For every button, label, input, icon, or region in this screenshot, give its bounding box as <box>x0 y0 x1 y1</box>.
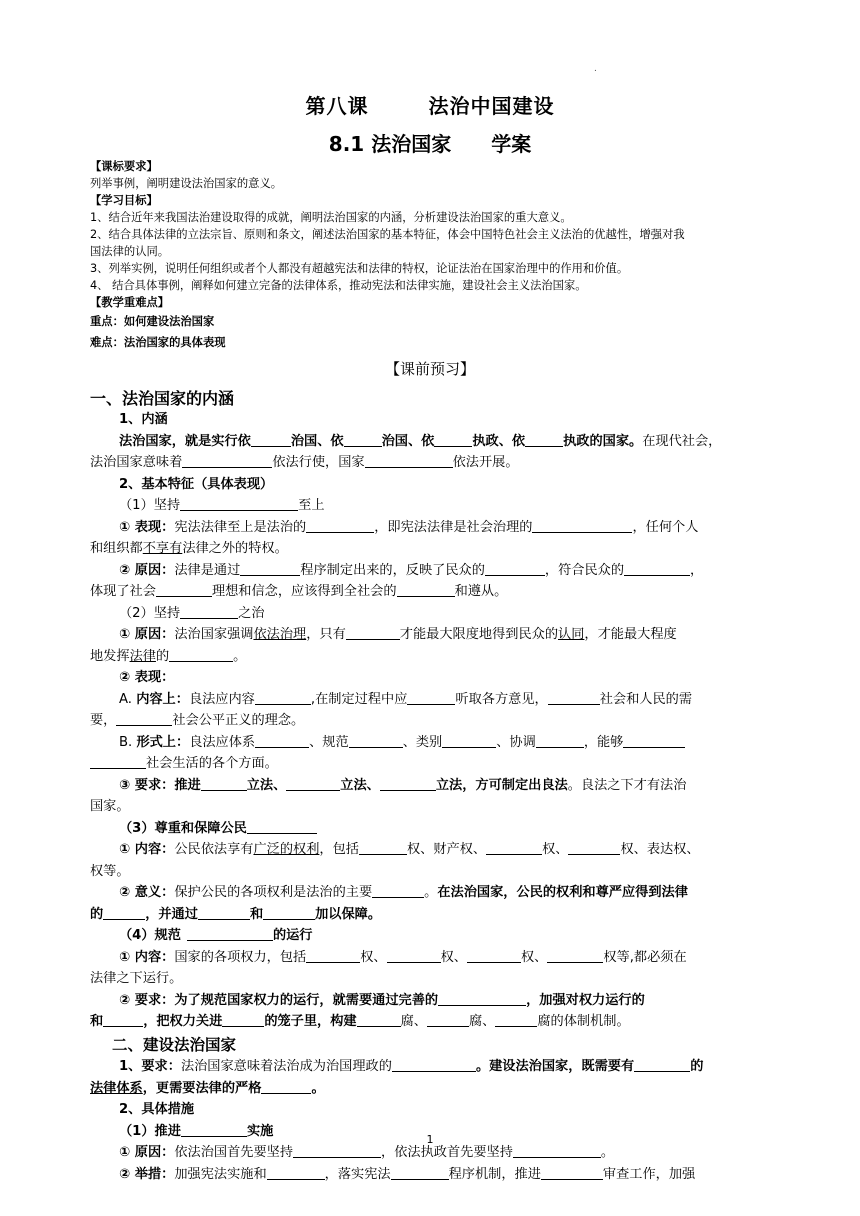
feature-1-point-1-cont: 和组织都不享有法律之外的特权。 <box>90 541 288 556</box>
requirements-text: 列举事例，阐明建设法治国家的意义。 <box>90 177 283 190</box>
feature-2-point-1-cont: 地发挥法律的 。 <box>90 648 247 664</box>
definition-line: 法治国家，就是实行依 治国、依 治国、依 执政、依 执政的国家。在现代社会， <box>119 433 722 449</box>
feature-2-point-3: ③ 要求：推进 立法、 立法、 立法，方可制定出良法。良法之下才有法治 <box>119 777 687 793</box>
feature-1-point-2: ② 原因：法律是通过 程序制定出来的，反映了民众的 ，符合民众的 ， <box>119 562 704 578</box>
feature-1-point-1: ① 表现：宪法法律至上是法治的 ，即宪法法律是社会治理的 ，任何个人 <box>119 519 699 535</box>
sub-heading-2: 2、基本特征（具体表现） <box>119 476 274 492</box>
feature-3-point-2: ② 意义：保护公民的各项权利是法治的主要 。在法治国家，公民的权利和尊严应得到法律 <box>119 885 688 900</box>
feature-2-heading: （2）坚持 之治 <box>119 605 265 621</box>
lesson-name: 法治中国建设 <box>428 94 555 118</box>
feature-4-point-1-cont: 法律之下运行。 <box>90 971 183 986</box>
feature-2-point-3-cont: 国家。 <box>90 799 130 814</box>
measures-heading: 2、具体措施 <box>119 1102 195 1117</box>
lesson-number: 第八课 <box>305 94 369 118</box>
requirements-heading: 【课标要求】 <box>90 160 158 173</box>
definition-line-2: 法治国家意味着 依法行使，国家 依法开展。 <box>90 455 519 470</box>
feature-4-point-1: ① 内容：国家的各项权力，包括 权、 权、 权、 权等,都必须在 <box>119 949 687 965</box>
feature-4-point-2-cont: 和 ，把权力关进 的笼子里，构建 腐、 腐、 腐的体制机制。 <box>90 1014 630 1029</box>
feature-1-point-2-cont: 体现了社会 理想和信念，应该得到全社会的 和遵从。 <box>90 584 508 599</box>
sec1-body <box>90 409 774 1185</box>
goal-4: 4、 结合具体事例，阐释如何建立完备的法律体系，推动宪法和法律实施，建设社会主义法治国家。 <box>90 279 587 292</box>
header-dot: . <box>594 64 597 74</box>
goal-2b: 国法律的认同。 <box>90 245 170 258</box>
section-name: 8.1 法治国家 <box>328 132 452 156</box>
lesson-title <box>0 90 860 119</box>
goal-1: 1、结合近年来我国法治建设取得的成就，阐明法治国家的内涵，分析建设法治国家的重大意义。 <box>90 211 572 224</box>
heading-sec2: 二、建设法治国家 <box>112 1035 237 1054</box>
requirement-line-cont: 法律体系，更需要法律的严格 。 <box>90 1080 325 1096</box>
feature-2-form: B. 形式上：良法应体系 、规范 、类别 、协调 ，能够 <box>90 732 774 754</box>
goal-3: 3、列举实例，说明任何组织或者个人都没有超越宪法和法律的特权，论证法治在国家治理中的作用和价值。 <box>90 262 629 275</box>
goal-2a: 2、结合具体法律的立法宗旨、原则和条文，阐述法治国家的基本特征，体会中国特色社会主义法治的优越性，增强对我 <box>90 228 685 241</box>
feature-3-point-2-cont: 的 ，并通过 和 加以保障。 <box>90 906 382 922</box>
feature-2-content-cont: 要， 社会公平正义的理念。 <box>90 713 305 728</box>
feature-1-heading: （1）坚持 至上 <box>119 498 325 513</box>
requirement-line: 1、要求：法治国家意味着法治成为治国理政的 。建设法治国家，既需要有 的 <box>119 1059 704 1074</box>
measure-1-point-1: ① 原因：依法治国首先要坚持 ，依法执政首先要坚持 。 <box>119 1145 615 1160</box>
heading-sec1: 一、法治国家的内涵 <box>90 389 235 408</box>
measure-1-heading: （1）推进 实施 <box>119 1123 274 1139</box>
feature-2-point-2: ② 表现： <box>119 670 175 685</box>
key-point: 重点：如何建设法治国家 <box>90 315 215 328</box>
intro-block <box>90 158 780 351</box>
measure-1-point-2: ② 举措：加强宪法实施和 ，落实宪法 程序机制，推进 审查工作，加强 <box>119 1166 696 1182</box>
sub-heading-1: 1、内涵 <box>119 412 168 427</box>
doc-type: 学案 <box>491 132 532 156</box>
key-points-heading: 【教学重难点】 <box>90 296 170 309</box>
feature-3-point-1: ① 内容：公民依法享有广泛的权利，包括 权、财产权、 权、 权、表达权、 <box>119 842 700 857</box>
feature-2-content: A. 内容上：良法应内容 ,在制定过程中应 听取各方意见， 社会和人民的需 <box>119 691 693 707</box>
section-title <box>0 128 860 157</box>
feature-2-form-cont: 社会生活的各个方面。 <box>90 753 774 775</box>
goals-heading: 【学习目标】 <box>90 194 158 207</box>
page-number: 1 <box>426 1133 434 1146</box>
difficulty-point: 难点：法治国家的具体表现 <box>90 336 226 349</box>
feature-2-point-1: ① 原因：法治国家强调依法治理，只有 才能最大限度地得到民众的认同，才能最大程度 <box>119 627 677 642</box>
feature-4-heading: （4）规范 的运行 <box>119 928 313 943</box>
feature-4-point-2: ② 要求：为了规范国家权力的运行，就需要通过完善的 ，加强对权力运行的 <box>119 992 645 1008</box>
feature-3-point-1-cont: 权等。 <box>90 863 130 879</box>
feature-3-heading: （3）尊重和保障公民 <box>90 818 774 840</box>
preview-heading: 【课前预习】 <box>384 360 475 378</box>
